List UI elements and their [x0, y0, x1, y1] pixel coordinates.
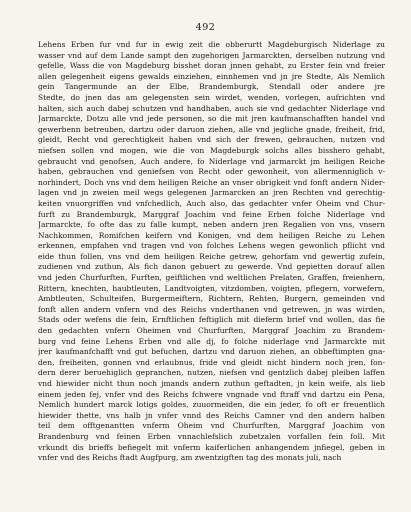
text-line: hiewider thette, vns halb jn vnfer vnnd des Reichs Camner vnd den andern halben — [38, 410, 385, 420]
text-line: vrkundt dis brieffs befiegelt mit vnferm kaiferlichen anhangendem jnfiegel, geben in — [38, 442, 385, 452]
text-line: zudienen vnd zuthun, Als fich danon gebuert zu gewerde. Vnd gepietten dorauf allen — [38, 262, 385, 272]
body-text — [38, 40, 385, 464]
text-line: vnd jeden Churfurften, Furften, geiftlichen vnd weltlichen Prelaten, Graffen, freienhern, — [38, 273, 385, 283]
text-line: wasser vnd auf dem Lande sampt den zugehorigen Jarmarckten, derselben nutzung vnd — [38, 50, 385, 60]
text-line: Ambtleuten, Schulteifen, Burgermeiftern, Richtern, Rehten, Burgern, gemeinden vnd — [38, 294, 385, 304]
text-line: vnfer vnd des Reichs ftadt Augfpurg, am zwentzigften tag des monats juli, nach — [38, 453, 342, 463]
text-line: Brandenburg vnd feinen Erben vnnachlefslich zubetzalen vorfallen fein foll. Mit — [38, 431, 385, 441]
text-line: den gedachten vnfern Oheimen vnd Churfurften, Marggraf Joachim zu Brandem- — [38, 326, 385, 336]
text-line: erkennen, empfahen vnd tragen vnd von folches Lehens wegen gewonlich pflicht vnd — [38, 241, 385, 251]
text-line: fonft allen andern vnfern vnd des Reichs vnderthanen vnd getrewen, jn was wirden, — [38, 304, 385, 314]
text-line: Rittern, knechten, haubtleuten, Landtvoigten, vitzdomben, voigten, pflegern, vorwefern, — [38, 283, 385, 293]
text-line: gefelle, Wass die von Magdeburg bisshet doran jnnen gehabt, zu Erster fein vnd freier — [38, 61, 385, 71]
text-line: dern derer beruehiglich gepranchen, nutzen, niefsen vnd gentzlich dabej pleiben laffen — [38, 368, 385, 378]
text-line: burg vnd feine Lehens Erben vnd alle dj, fo folche niderlage vnd Jarmarckte mit — [38, 336, 385, 346]
text-line: einem jeden fej, vnfer vnd des Reichs fchwere vngnade vnd ftraff vnd dartzu ein Pena, — [38, 389, 385, 399]
text-line: niefsen sollen vnd mogen, wie die von Magdeburgk solchs alles bisshero gehabt, — [38, 145, 385, 155]
text-line: keiten vnuorgriffen vnd vnfchedlich, Auch also, das gedachter vnfer Oheim vnd Chur- — [38, 198, 385, 208]
text-line: jrer kaufmanfchafft vnd gut befuchen, dartzu vnd daruon ziehen, an obbeftimpten gna- — [38, 347, 385, 357]
text-line: gewerbenn betreuben, dartzu oder daruon ziehen, alle vnd jegliche gnade, freiheit, frid, — [38, 124, 385, 134]
text-line: lagen vnd jn zweien meil wegs gelegenen Jarmarcken an jren Rechten vnd gerechtig- — [38, 188, 385, 198]
text-line: gleidt, Recht vnd gerechtigkeit haben vnd sich der frewen, gebrauchen, nutzen vnd — [38, 135, 385, 145]
text-line: Jarmarckte, Dotzu alle vnd jede personen, so die mit jren kaufmanschafften handel vnd — [38, 114, 385, 124]
text-line: Stads oder wefens die fein, Ernftlichen feftiglich mit dieferm brief vnd wollen, das fie — [38, 315, 385, 325]
text-line: haben, gebrauchen vnd geniefsen von Recht oder gewonheit, von allermenniglich v- — [38, 167, 385, 177]
text-line: allen gelegenheit eigens gewalds einziehen, einnhemen vnd jn jre Stedte, Als Nemlich — [38, 71, 385, 81]
text-line: teil dem offtgenantten vnferm Oheim vnd Churfurften, Marggraf Joachim von — [38, 421, 385, 431]
text-line: Jarmarckte, fo ofte das zu falle kumpt, neben andern jren Regalien von vns, vnsern — [38, 220, 385, 230]
text-line: norhindert, Doch vns vnd dem heiligen Reiche an vnser obrigkeit vnd fonft andern Nider- — [38, 177, 385, 187]
text-line: Nachkommen, Romifchen keifern vnd Konigen, vnd dem heiligen Reiche zu Lehen — [38, 230, 385, 240]
text-line: den, freiheiten, gonnen vnd erlaubnus, fride vnd gleidt nicht hindern noch jren, fon- — [38, 357, 385, 367]
page-number: 492 — [195, 22, 216, 33]
text-line: vnd hiewider nicht thun noch jmands andern zuthun geftadten, jn kein weife, als lieb — [38, 379, 385, 388]
text-line: halten, sich auch dabej schutzen vnd handhaben, auch sie vnd gedachter Niderlage vnd — [38, 103, 385, 113]
text-line: Nemlich hundert marck lotigs goldes, zuuormeiden, die ein jeder, fo oft er freuentlich — [38, 400, 385, 410]
text-line: eide thun follen, vns vnd dem heiligen Reiche getrew, gehorfam vnd gewertig zufein, — [38, 251, 385, 261]
text-line: gebraucht vnd genofsen, Auch andere, fo Niderlage vnd jarmarckt jm heiligen Reiche — [38, 156, 385, 166]
text-line: furft zu Brandemburgk, Marggraf Joachim vnd feine Erben folche Niderlage vnd — [38, 209, 385, 219]
text-line: Lehens Erben fur vnd fur in ewig zeit die obberurtt Magdeburgisch Niderlage zu — [38, 40, 385, 49]
text-line: Stedte, do jnen das am gelegensten sein wirdet, wenden, vorlegen, aufrichten vnd — [38, 92, 385, 102]
text-line: gein Tangermunde an der Elbe, Brandemburgk, Stendall oder andere jre — [38, 82, 385, 92]
